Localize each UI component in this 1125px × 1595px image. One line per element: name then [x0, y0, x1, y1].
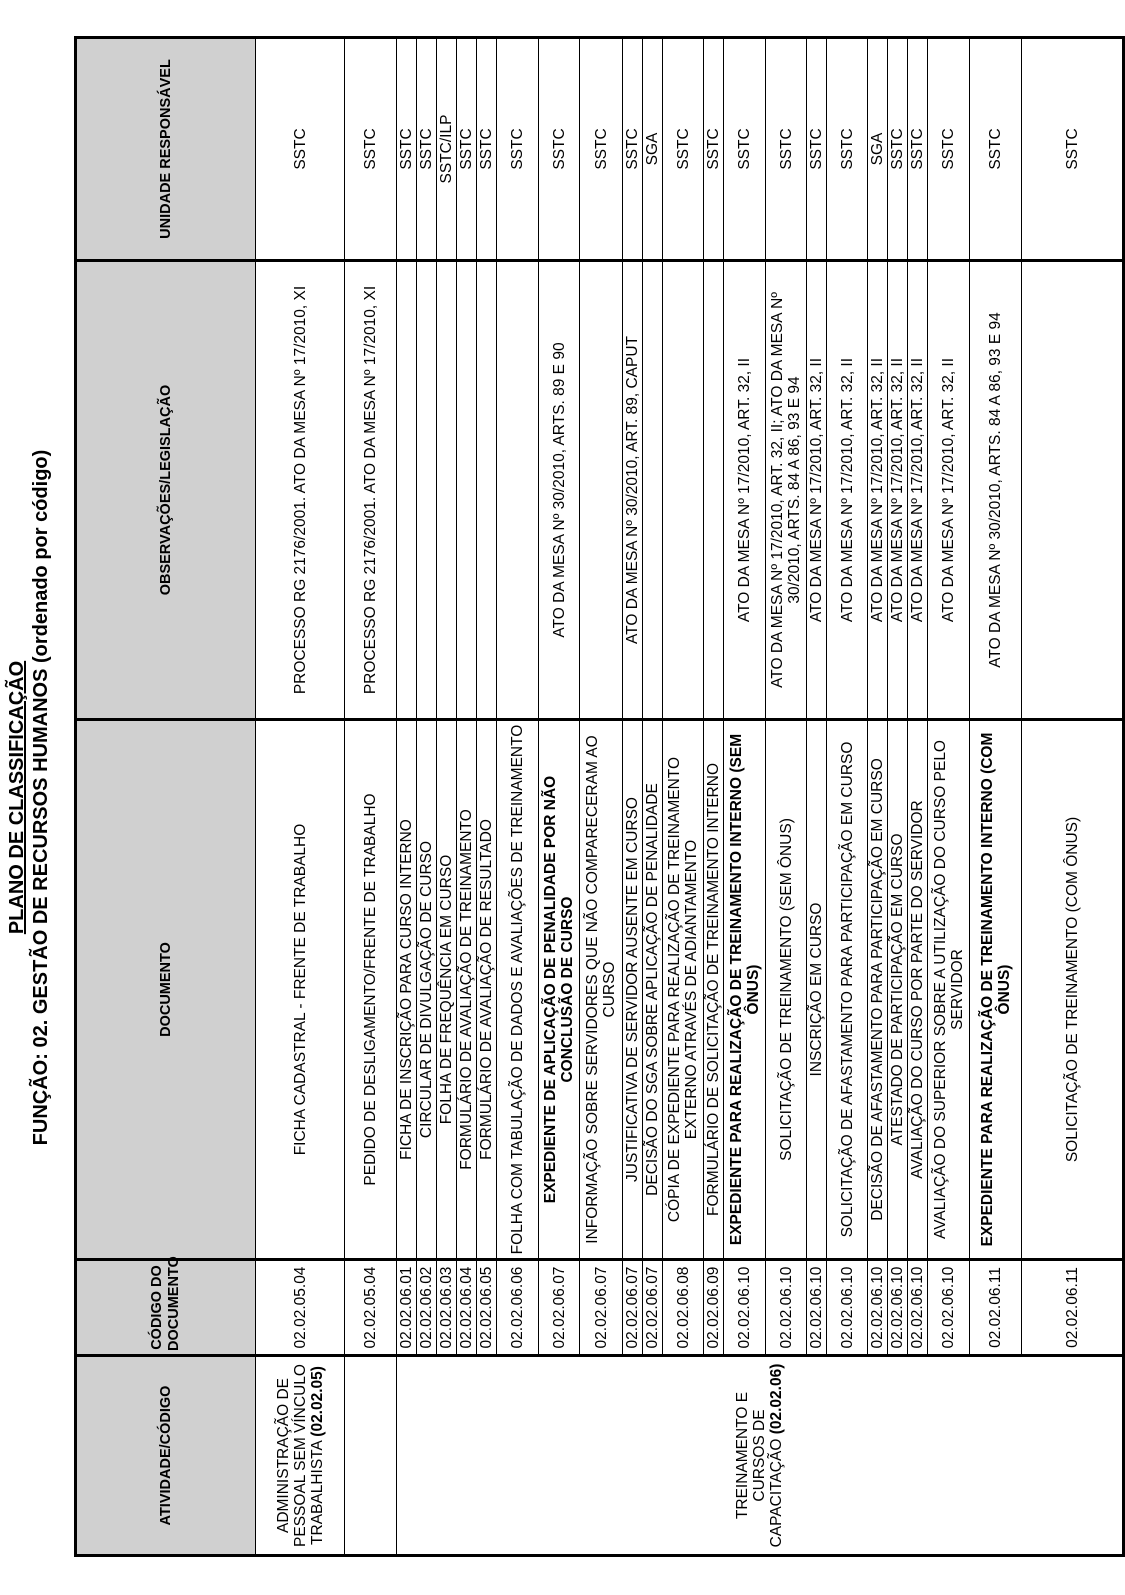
table-row [497, 38, 539, 1556]
document-name: DECISÃO DO SGA SOBRE APLICAÇÃO DE PENALIDADE [643, 720, 663, 1260]
document-code: 02.02.06.10 [827, 1260, 868, 1356]
document-name: JUSTIFICATIVA DE SERVIDOR AUSENTE EM CURSO [623, 720, 643, 1260]
document-code: 02.02.06.04 [457, 1260, 477, 1356]
document-code: 02.02.06.10 [724, 1260, 766, 1356]
table-row [345, 38, 397, 1556]
document-code: 02.02.06.07 [643, 1260, 663, 1356]
header-notes: OBSERVAÇÕES/LEGISLAÇÃO [76, 261, 256, 720]
document-notes: ATO DA MESA Nº 30/2010, ARTS. 89 E 90 [539, 261, 580, 720]
activity-name: TREINAMENTO E CURSOS DE CAPACITAÇÃO [734, 1391, 785, 1548]
document-code: 02.02.06.10 [888, 1260, 908, 1356]
document-name: SOLICITAÇÃO DE TREINAMENTO (COM ÔNUS) [1022, 720, 1124, 1260]
document-notes: ATO DA MESA Nº 30/2010, ART. 89, CAPUT [623, 261, 643, 720]
table-row [437, 38, 457, 1556]
table-row [827, 38, 868, 1556]
document-name: DECISÃO DE AFASTAMENTO PARA PARTICIPAÇÃO EM CURSO [868, 720, 888, 1260]
responsible-unit: SSTC [724, 38, 766, 261]
table-row [643, 38, 663, 1556]
document-notes [580, 261, 623, 720]
document-name: FICHA DE INSCRIÇÃO PARA CURSO INTERNO [397, 720, 417, 1260]
document-notes [1022, 261, 1124, 720]
table-row [580, 38, 623, 1556]
document-name: INSCRIÇÃO EM CURSO [807, 720, 827, 1260]
responsible-unit: SSTC [345, 38, 397, 261]
table-row [417, 38, 437, 1556]
document-name: FOLHA DE FREQUÊNCIA EM CURSO [437, 720, 457, 1260]
table-row [704, 38, 724, 1556]
responsible-unit: SSTC [580, 38, 623, 261]
table-row [457, 38, 477, 1556]
document-name: EXPEDIENTE PARA REALIZAÇÃO DE TREINAMENTO INTERNO (SEM ÔNUS) [724, 720, 766, 1260]
document-name: FORMULÁRIO DE AVALIAÇÃO DE RESULTADO [477, 720, 497, 1260]
document-code: 02.02.05.04 [345, 1260, 397, 1356]
activity-name: ADMINISTRAÇÃO DE PESSOAL SEM VÍNCULO TRABALHISTA [274, 1364, 326, 1547]
responsible-unit: SSTC [623, 38, 643, 261]
document-name: AVALIAÇÃO DO SUPERIOR SOBRE A UTILIZAÇÃO DO CURSO PELO SERVIDOR [928, 720, 970, 1260]
document-code: 02.02.06.11 [970, 1260, 1022, 1356]
table-row [724, 38, 766, 1556]
document-name: AVALIAÇÃO DO CURSO POR PARTE DO SERVIDOR [908, 720, 928, 1260]
document-code: 02.02.06.10 [908, 1260, 928, 1356]
classification-table [74, 36, 1125, 1557]
responsible-unit: SSTC [827, 38, 868, 261]
order-note: (ordenado por código) [30, 449, 52, 664]
activity-code: (02.02.06) [768, 1363, 785, 1435]
responsible-unit: SSTC [256, 38, 345, 261]
table-row [623, 38, 643, 1556]
document-code: 02.02.06.07 [623, 1260, 643, 1356]
document-notes [437, 261, 457, 720]
document-name: INFORMAÇÃO SOBRE SERVIDORES QUE NÃO COMPARECERAM AO CURSO [580, 720, 623, 1260]
page-subtitle [30, 0, 53, 1595]
document-code: 02.02.06.10 [766, 1260, 807, 1356]
table-row [256, 38, 345, 1556]
responsible-unit: SSTC [417, 38, 437, 261]
responsible-unit: SGA [868, 38, 888, 261]
table-row [908, 38, 928, 1556]
document-notes [497, 261, 539, 720]
table-row [663, 38, 704, 1556]
document-code: 02.02.05.04 [256, 1260, 345, 1356]
document-notes [397, 261, 417, 720]
header-code: CÓDIGO DO DOCUMENTO [76, 1260, 256, 1356]
document-code: 02.02.06.02 [417, 1260, 437, 1356]
document-code: 02.02.06.10 [807, 1260, 827, 1356]
table-row [888, 38, 908, 1556]
activity-cell [345, 1356, 397, 1556]
document-name: CIRCULAR DE DIVULGAÇÃO DE CURSO [417, 720, 437, 1260]
document-notes [457, 261, 477, 720]
document-notes: ATO DA MESA Nº 17/2010, ART. 32, II; ATO DA MESA Nº 30/2010, ARTS. 84 A 86, 93 E 94 [766, 261, 807, 720]
document-code: 02.02.06.06 [497, 1260, 539, 1356]
document-code: 02.02.06.08 [663, 1260, 704, 1356]
table-row [807, 38, 827, 1556]
document-notes: ATO DA MESA Nº 17/2010, ART. 32, II [724, 261, 766, 720]
document-name: EXPEDIENTE DE APLICAÇÃO DE PENALIDADE POR NÃO CONCLUSÃO DE CURSO [539, 720, 580, 1260]
document-notes: PROCESSO RG 2176/2001. ATO DA MESA Nº 17/2010, XI [345, 261, 397, 720]
responsible-unit: SSTC [888, 38, 908, 261]
table-row [868, 38, 888, 1556]
responsible-unit: SSTC [704, 38, 724, 261]
document-name: PEDIDO DE DESLIGAMENTO/FRENTE DE TRABALHO [345, 720, 397, 1260]
header-row [76, 38, 256, 1556]
table-row [397, 38, 417, 1556]
document-notes: ATO DA MESA Nº 17/2010, ART. 32, II [868, 261, 888, 720]
function-label: FUNÇÃO: [30, 1053, 52, 1146]
header-document: DOCUMENTO [76, 720, 256, 1260]
responsible-unit: SSTC [539, 38, 580, 261]
responsible-unit: SSTC [908, 38, 928, 261]
document-name: ATESTADO DE PARTICIPAÇÃO EM CURSO [888, 720, 908, 1260]
document-code: 02.02.06.10 [868, 1260, 888, 1356]
document-notes [477, 261, 497, 720]
document-name: FORMULÁRIO DE SOLICITAÇÃO DE TREINAMENTO INTERNO [704, 720, 724, 1260]
document-notes: ATO DA MESA Nº 17/2010, ART. 32, II [827, 261, 868, 720]
document-name: CÓPIA DE EXPEDIENTE PARA REALIZAÇÃO DE TREINAMENTO EXTERNO ATRAVÉS DE ADIANTAMENTO [663, 720, 704, 1260]
responsible-unit: SSTC [497, 38, 539, 261]
table-row [970, 38, 1022, 1556]
responsible-unit: SSTC [1022, 38, 1124, 261]
document-name: FORMULÁRIO DE AVALIAÇÃO DE TREINAMENTO [457, 720, 477, 1260]
document-notes: ATO DA MESA Nº 17/2010, ART. 32, II [928, 261, 970, 720]
document-name: EXPEDIENTE PARA REALIZAÇÃO DE TREINAMENTO INTERNO (COM ÔNUS) [970, 720, 1022, 1260]
activity-code: (02.02.05) [308, 1366, 326, 1437]
table-row [1022, 38, 1124, 1556]
responsible-unit: SSTC/ILP [437, 38, 457, 261]
document-notes [417, 261, 437, 720]
header-activity: ATIVIDADE/CÓDIGO [76, 1356, 256, 1556]
table-row [477, 38, 497, 1556]
document-code: 02.02.06.09 [704, 1260, 724, 1356]
responsible-unit: SSTC [397, 38, 417, 261]
document-notes: ATO DA MESA Nº 30/2010, ARTS. 84 A 86, 93 E 94 [970, 261, 1022, 720]
table-body [256, 38, 1124, 1556]
document-notes [663, 261, 704, 720]
table-row [928, 38, 970, 1556]
responsible-unit: SSTC [766, 38, 807, 261]
activity-cell [397, 1356, 1124, 1556]
responsible-unit: SSTC [928, 38, 970, 261]
table-row [766, 38, 807, 1556]
document-code: 02.02.06.07 [539, 1260, 580, 1356]
document-notes [643, 261, 663, 720]
document-code: 02.02.06.01 [397, 1260, 417, 1356]
document-code: 02.02.06.10 [928, 1260, 970, 1356]
activity-cell [256, 1356, 345, 1556]
responsible-unit: SSTC [477, 38, 497, 261]
page-title: PLANO DE CLASSIFICAÇÃO [6, 660, 28, 935]
header-unit: UNIDADE RESPONSÁVEL [76, 38, 256, 261]
responsible-unit: SSTC [663, 38, 704, 261]
document-name: SOLICITAÇÃO DE AFASTAMENTO PARA PARTICIPAÇÃO EM CURSO [827, 720, 868, 1260]
responsible-unit: SSTC [457, 38, 477, 261]
document-code: 02.02.06.07 [580, 1260, 623, 1356]
document-notes: PROCESSO RG 2176/2001. ATO DA MESA Nº 17/2010, XI [256, 261, 345, 720]
responsible-unit: SSTC [970, 38, 1022, 261]
document-notes: ATO DA MESA Nº 17/2010, ART. 32, II [888, 261, 908, 720]
responsible-unit: SGA [643, 38, 663, 261]
document-notes [704, 261, 724, 720]
document-code: 02.02.06.05 [477, 1260, 497, 1356]
document-name: FOLHA COM TABULAÇÃO DE DADOS E AVALIAÇÕES DE TREINAMENTO [497, 720, 539, 1260]
document-notes: ATO DA MESA Nº 17/2010, ART. 32, II [807, 261, 827, 720]
document-name: FICHA CADASTRAL - FRENTE DE TRABALHO [256, 720, 345, 1260]
table-row [539, 38, 580, 1556]
document-name: SOLICITAÇÃO DE TREINAMENTO (SEM ÔNUS) [766, 720, 807, 1260]
document-notes: ATO DA MESA Nº 17/2010, ART. 32, II [908, 261, 928, 720]
function-name: 02. GESTÃO DE RECURSOS HUMANOS [30, 668, 52, 1048]
document-code: 02.02.06.11 [1022, 1260, 1124, 1356]
responsible-unit: SSTC [807, 38, 827, 261]
document-code: 02.02.06.03 [437, 1260, 457, 1356]
